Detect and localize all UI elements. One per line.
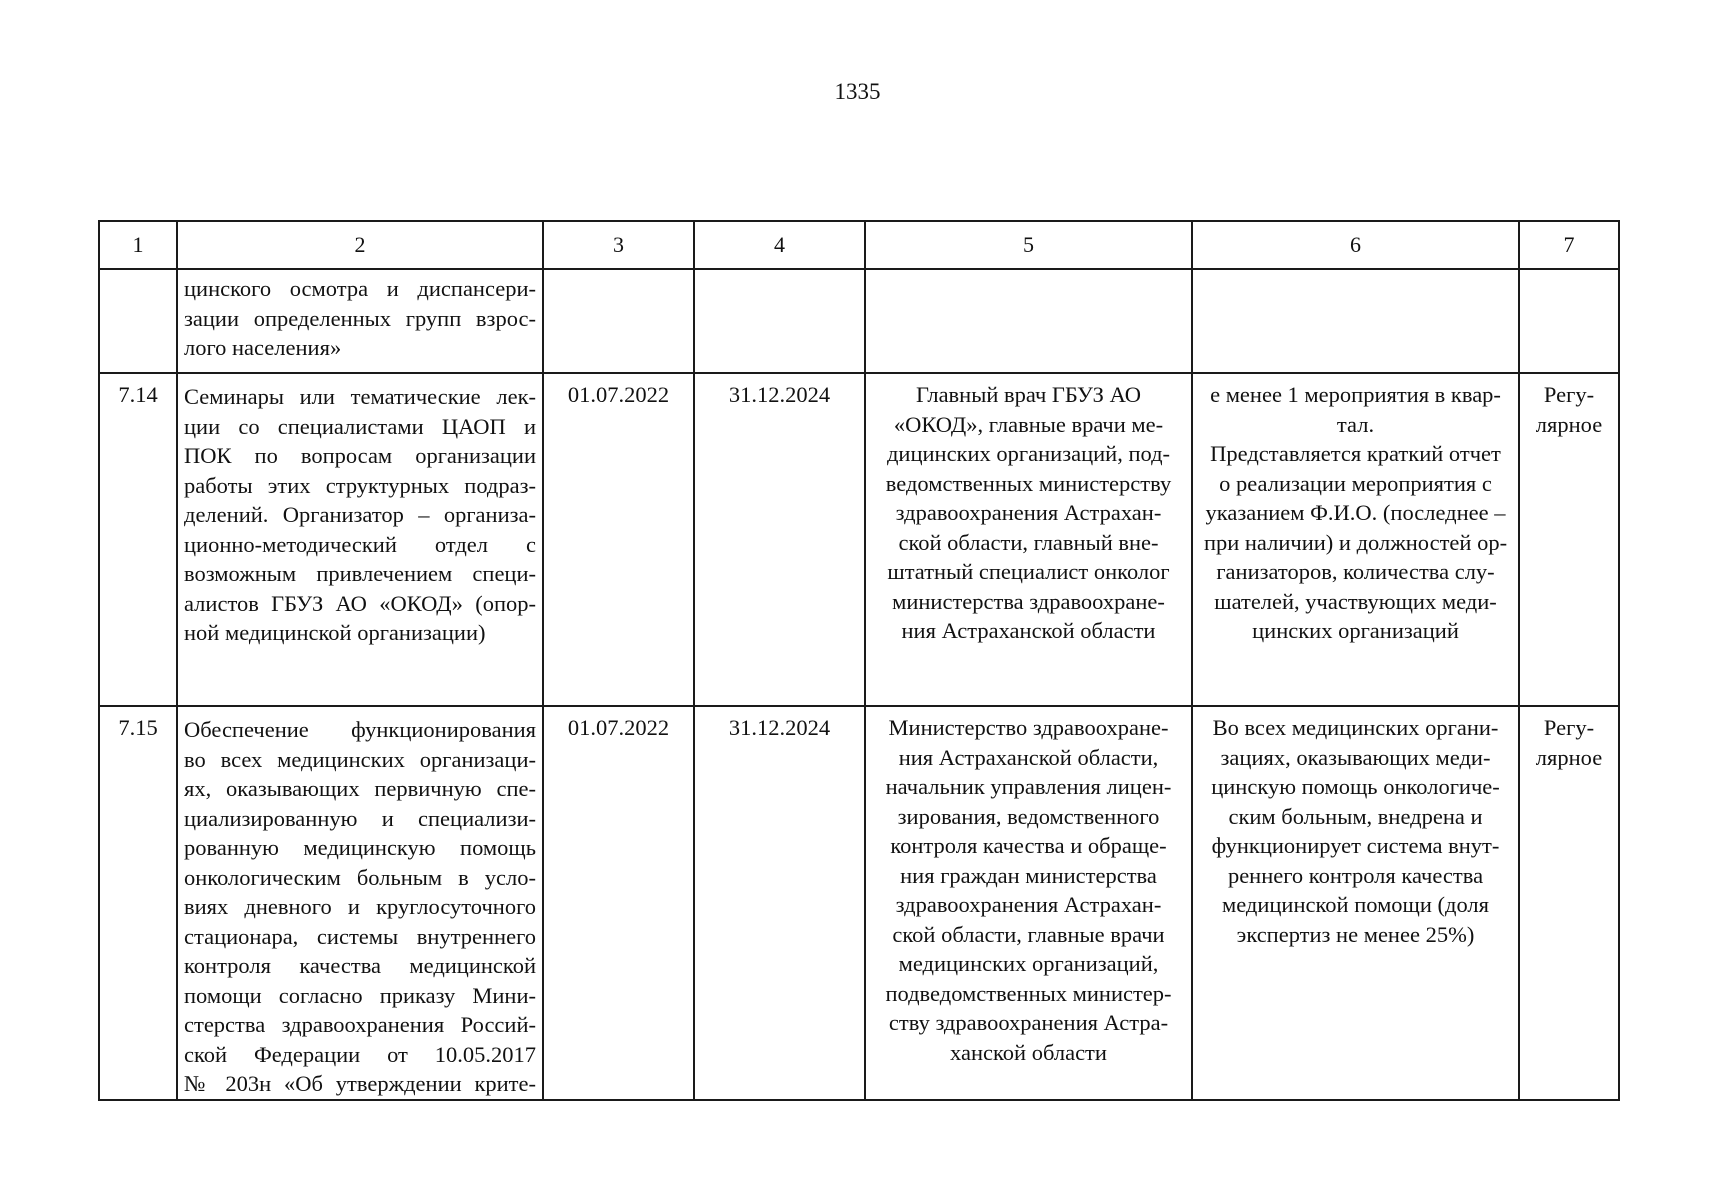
text-line: е менее 1 мероприятия в квар- bbox=[1210, 382, 1501, 407]
text-line: здравоохранения Астрахан- bbox=[895, 892, 1162, 917]
header-row bbox=[99, 221, 1619, 269]
text-line: зациях, оказывающих меди- bbox=[1220, 744, 1491, 770]
text-line: ции со специалистами ЦАОП и bbox=[184, 413, 536, 439]
table-row-continuation bbox=[99, 269, 1619, 373]
text-line: виях дневного и круглосуточного bbox=[184, 894, 536, 919]
row-number-cell: 7.14 bbox=[99, 373, 177, 706]
text-line: подведомственных министер- bbox=[885, 980, 1172, 1006]
text-line: ния граждан министерства bbox=[900, 862, 1157, 888]
start-date-cell: 01.07.2022 bbox=[543, 706, 694, 1100]
table-row-7-15 bbox=[99, 706, 1619, 1100]
result-cell bbox=[1192, 373, 1519, 706]
text-line: рованную медицинскую помощь bbox=[184, 835, 536, 860]
text-line: Регу- bbox=[1543, 715, 1595, 740]
text-line: Главный врач ГБУЗ АО bbox=[916, 382, 1141, 407]
text-line: дицинских организаций, под- bbox=[886, 441, 1171, 466]
cont-responsible-cell bbox=[865, 269, 1192, 373]
cont-description-cell bbox=[177, 269, 543, 373]
text-line: при наличии) и должностей ор- bbox=[1203, 529, 1508, 555]
end-date-cell: 31.12.2024 bbox=[694, 373, 865, 706]
text-line: Обеспечение функционирования bbox=[184, 717, 536, 742]
text-line: ханской области bbox=[950, 1039, 1107, 1065]
text-line: функционирует система внут- bbox=[1211, 833, 1500, 858]
text-line: лого населения» bbox=[184, 335, 342, 360]
text-line: начальник управления лицен- bbox=[885, 774, 1172, 799]
text-line: штатный специалист онколог bbox=[887, 559, 1170, 584]
text-line: лярное bbox=[1535, 744, 1603, 770]
end-date-cell: 31.12.2024 bbox=[694, 706, 865, 1100]
header-cell-1: 1 bbox=[99, 221, 177, 269]
text-line: контроля качества медицинской bbox=[184, 953, 536, 978]
text-line: цинскую помощь онкологиче- bbox=[1211, 774, 1500, 799]
text-line: цинских организаций bbox=[1252, 618, 1459, 643]
header-cell-7: 7 bbox=[1519, 221, 1619, 269]
table-row-7-14 bbox=[99, 373, 1619, 706]
text-line: здравоохранения Астрахан- bbox=[895, 500, 1162, 525]
text-line: «ОКОД», главные врачи ме- bbox=[893, 411, 1164, 437]
text-line: делений. Организатор – организа- bbox=[184, 502, 536, 527]
text-line: работы этих структурных подраз- bbox=[184, 472, 536, 498]
text-line: цинского осмотра и диспансери- bbox=[184, 276, 536, 301]
text-line: ской области, главные врачи bbox=[892, 921, 1165, 947]
text-line: ПОК по вопросам организации bbox=[184, 443, 536, 468]
start-date-cell: 01.07.2022 bbox=[543, 373, 694, 706]
cont-type-cell bbox=[1519, 269, 1619, 373]
header-cell-6: 6 bbox=[1192, 221, 1519, 269]
text-line: о реализации мероприятия с bbox=[1219, 470, 1492, 496]
text-line: ским больным, внедрена и bbox=[1228, 803, 1483, 829]
text-line: зирования, ведомственного bbox=[897, 803, 1160, 829]
text-line: помощи согласно приказу Мини- bbox=[184, 982, 536, 1008]
description-cell bbox=[177, 373, 543, 706]
responsible-cell bbox=[865, 706, 1192, 1100]
text-line: ской области, главный вне- bbox=[898, 529, 1159, 555]
header-cell-5: 5 bbox=[865, 221, 1192, 269]
text-line: № 203н «Об утверждении крите- bbox=[184, 1071, 536, 1096]
text-line: Регу- bbox=[1543, 382, 1595, 407]
text-line: ционно-методический отдел с bbox=[184, 531, 536, 557]
text-line: шателей, участвующих меди- bbox=[1214, 588, 1497, 614]
text-line: алистов ГБУЗ АО «ОКОД» (опор- bbox=[184, 590, 536, 616]
text-line: ния Астраханской области bbox=[901, 618, 1156, 643]
header-cell-4: 4 bbox=[694, 221, 865, 269]
text-line: Министерство здравоохране- bbox=[888, 715, 1169, 740]
header-cell-2: 2 bbox=[177, 221, 543, 269]
text-line: тал. bbox=[1336, 411, 1375, 437]
text-line: министерства здравоохране- bbox=[892, 588, 1165, 614]
text-line: ской Федерации от 10.05.2017 bbox=[184, 1041, 536, 1067]
page-number: 1335 bbox=[834, 79, 881, 104]
result-cell bbox=[1192, 706, 1519, 1100]
text-line: во всех медицинских организаци- bbox=[184, 746, 536, 772]
text-line: ния Астраханской области, bbox=[898, 744, 1159, 770]
text-line: ству здравоохранения Астра- bbox=[888, 1010, 1169, 1035]
text-line: циализированную и специализи- bbox=[184, 805, 536, 831]
text-line: медицинских организаций, bbox=[898, 951, 1159, 976]
row-number-cell: 7.15 bbox=[99, 706, 177, 1100]
text-line: ях, оказывающих первичную спе- bbox=[184, 776, 536, 801]
type-cell bbox=[1519, 706, 1619, 1100]
text-line: ганизаторов, количества слу- bbox=[1216, 559, 1495, 584]
text-line: контроля качества и обраще- bbox=[890, 833, 1167, 858]
text-line: ной медицинской организации) bbox=[184, 620, 486, 645]
header-cell-3: 3 bbox=[543, 221, 694, 269]
text-line: стационара, системы внутреннего bbox=[184, 923, 536, 949]
text-line: ведомственных министерству bbox=[885, 470, 1172, 496]
text-line: зации определенных групп взрос- bbox=[184, 305, 536, 331]
text-line: экспертиз не менее 25%) bbox=[1236, 921, 1475, 947]
plan-table bbox=[98, 220, 1620, 1101]
text-line: Во всех медицинских органи- bbox=[1212, 715, 1499, 740]
text-line: стерства здравоохранения Россий- bbox=[184, 1012, 536, 1037]
type-cell bbox=[1519, 373, 1619, 706]
text-line: медицинской помощи (доля bbox=[1221, 892, 1490, 917]
text-line: лярное bbox=[1535, 411, 1603, 437]
text-line: указанием Ф.И.О. (последнее – bbox=[1205, 500, 1506, 525]
cont-end-cell bbox=[694, 269, 865, 373]
text-line: Представляется краткий отчет bbox=[1210, 441, 1501, 466]
cont-result-cell bbox=[1192, 269, 1519, 373]
responsible-cell bbox=[865, 373, 1192, 706]
text-line: Семинары или тематические лек- bbox=[184, 384, 536, 409]
text-line: онкологическим больным в усло- bbox=[184, 864, 536, 890]
cont-start-cell bbox=[543, 269, 694, 373]
text-line: возможным привлечением специ- bbox=[184, 561, 536, 586]
cont-num-cell bbox=[99, 269, 177, 373]
description-cell bbox=[177, 706, 543, 1100]
text-line: реннего контроля качества bbox=[1227, 862, 1484, 888]
